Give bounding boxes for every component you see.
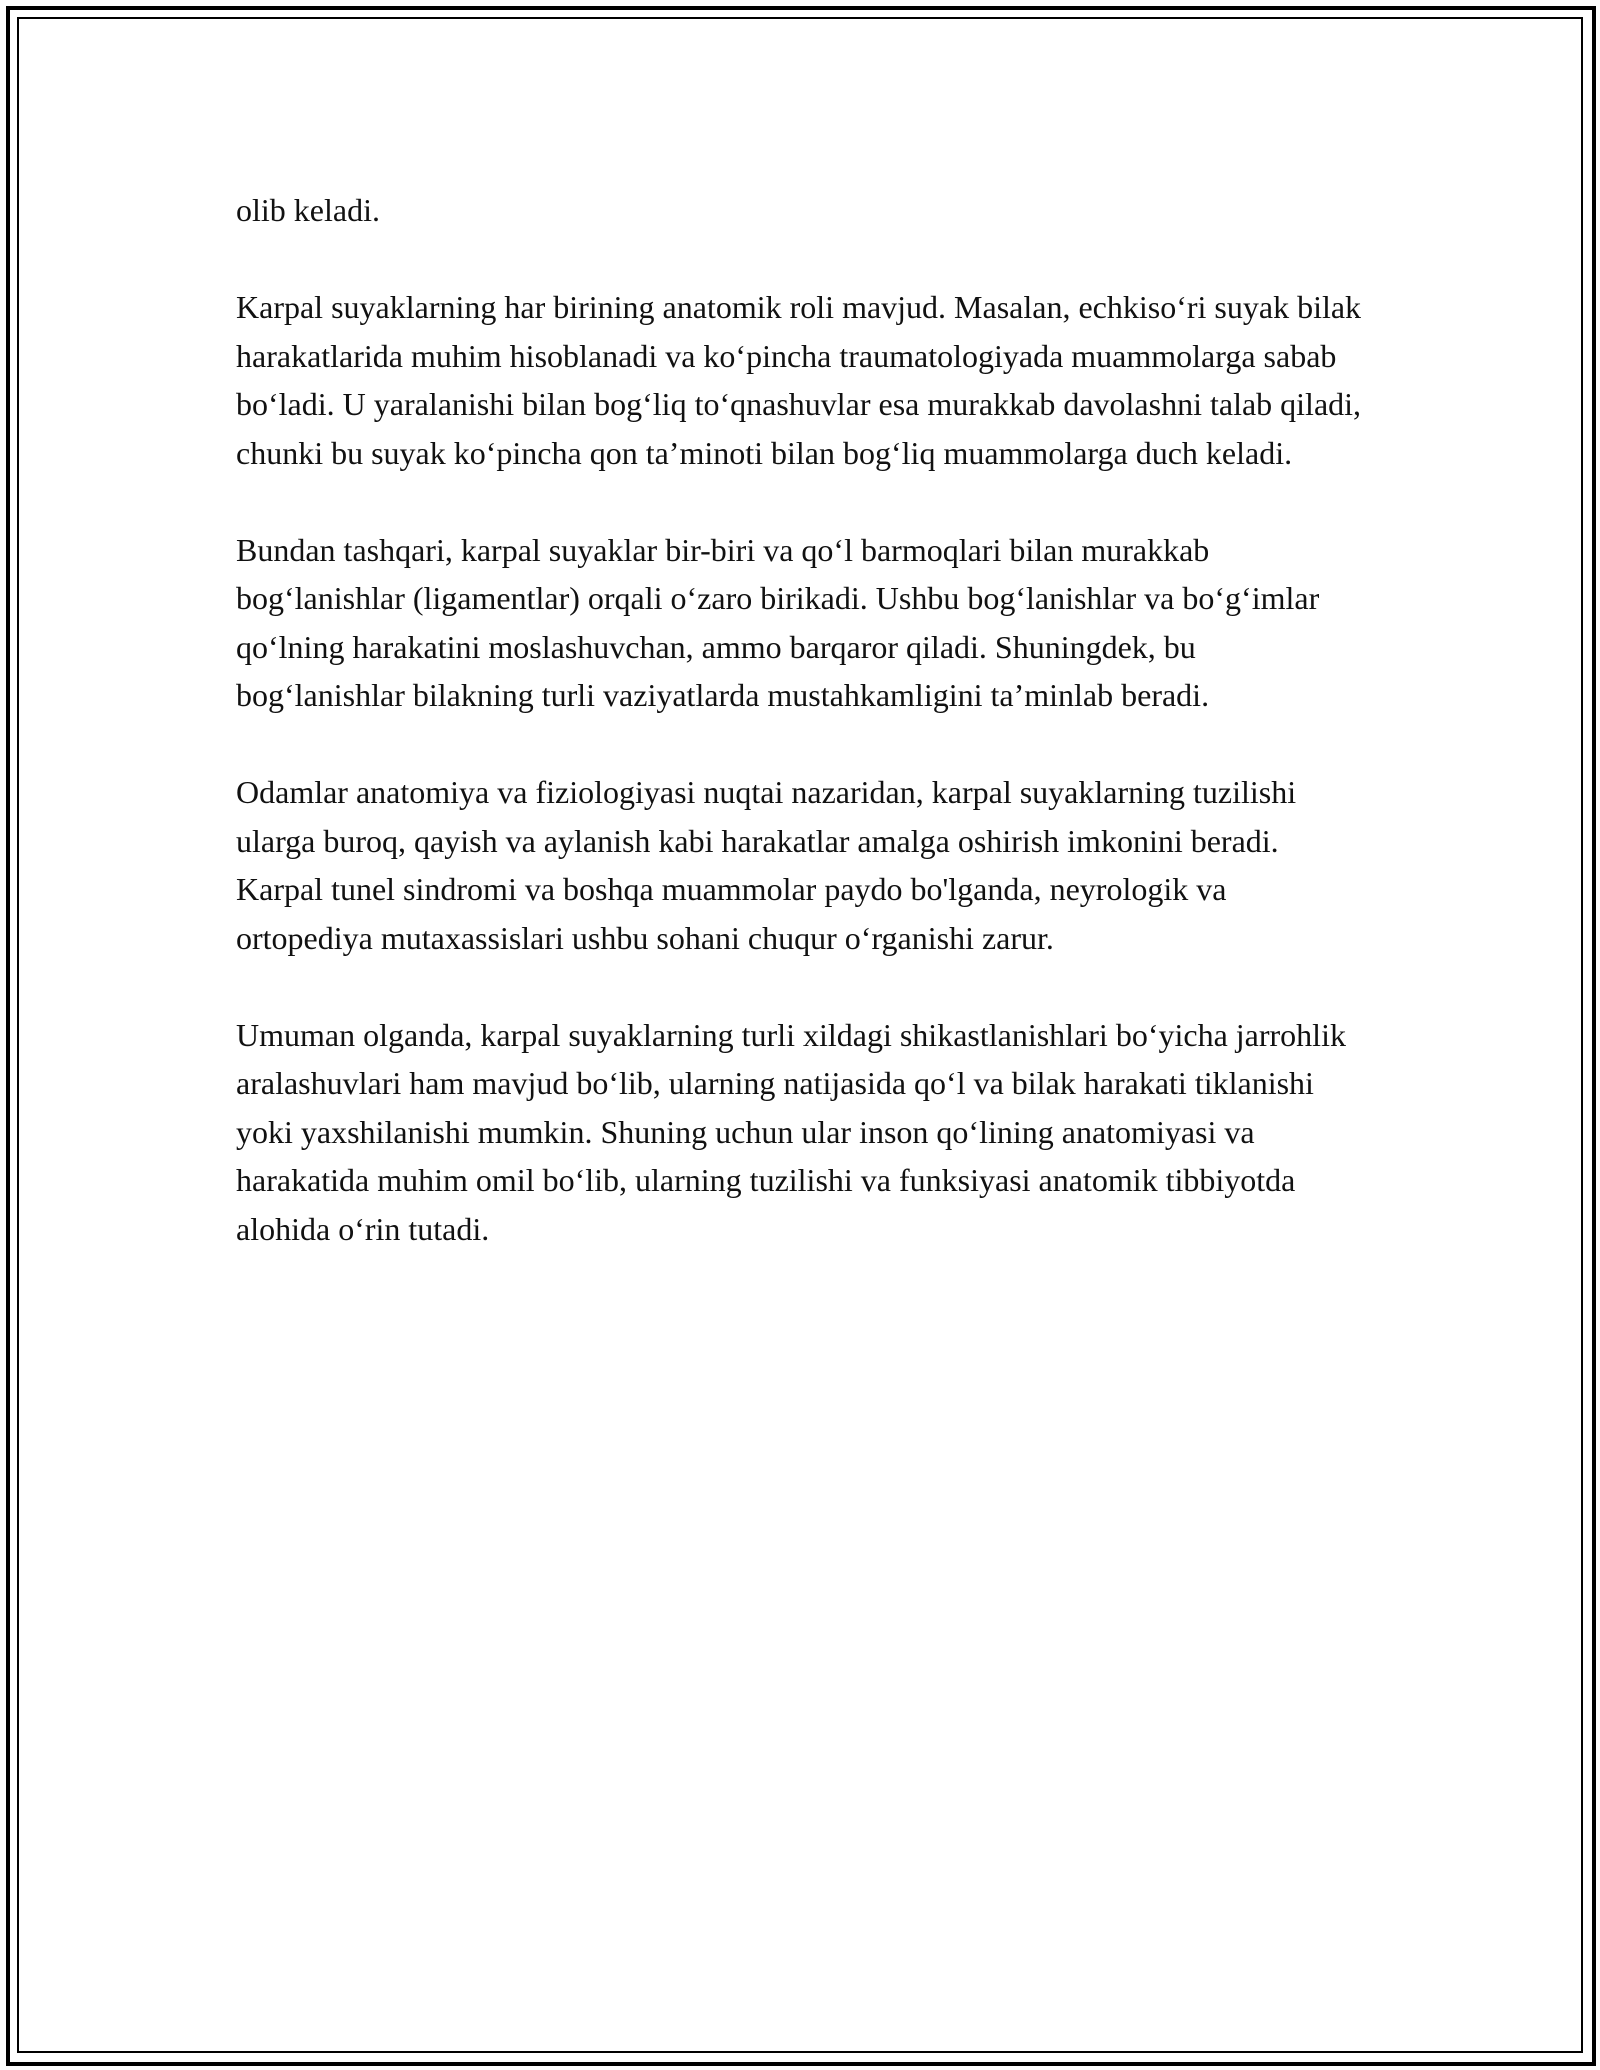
- document-body: [236, 186, 1366, 1302]
- paragraph: Karpal suyaklarning har birining anatomik roli mavjud. Masalan, echkiso‘ri suyak bilak harakatlarida muhim hisoblanadi va ko‘pincha traumatologiyada muammolarga sabab bo‘ladi. U yaralanishi bilan bog‘liq to‘qnashuvlar esa murakkab davolashni talab qiladi, chunki bu suyak ko‘pincha qon ta’minoti bilan bog‘liq muammolarga duch keladi.: [236, 289, 1362, 471]
- paragraph: olib keladi.: [236, 192, 380, 228]
- paragraph: Bundan tashqari, karpal suyaklar bir-biri va qo‘l barmoqlari bilan murakkab bog‘lanishlar (ligamentlar) orqali o‘zaro birikadi. Ushbu bog‘lanishlar va bo‘g‘imlar qo‘lning harakatini moslashuvchan, ammo barqaror qiladi. Shuningdek, bu bog‘lanishlar bilakning turli vaziyatlarda mustahkamligini ta’minlab beradi.: [236, 531, 1320, 713]
- paragraph: Umuman olganda, karpal suyaklarning turli xildagi shikastlanishlari bo‘yicha jarrohlik aralashuvlari ham mavjud bo‘lib, ularning natijasida qo‘l va bilak harakati tiklanishi yoki yaxshilanishi mumkin. Shuning uchun ular inson qo‘lining anatomiyasi va harakatida muhim omil bo‘lib, ularning tuzilishi va funksiyasi anatomik tibbiyotda alohida o‘rin tutadi.: [236, 1016, 1346, 1247]
- paragraph: Odamlar anatomiya va fiziologiyasi nuqtai nazaridan, karpal suyaklarning tuzilishi ularga buroq, qayish va aylanish kabi harakatlar amalga oshirish imkonini beradi. Karpal tunel sindromi va boshqa muammolar paydo bo'lganda, neyrologik va ortopediya mutaxassislari ushbu sohani chuqur o‘rganishi zarur.: [236, 774, 1297, 956]
